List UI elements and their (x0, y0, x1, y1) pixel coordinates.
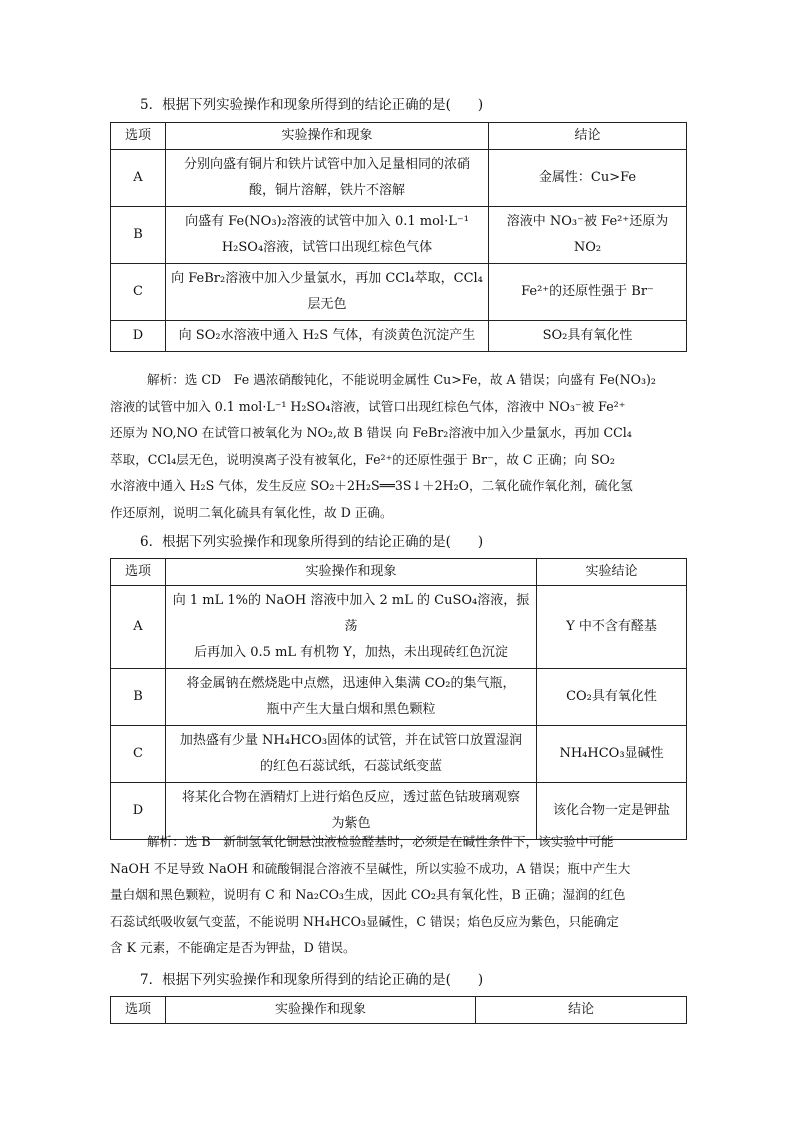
conclusion-cell: 溶液中 NO₃⁻被 Fe²⁺还原为 NO₂ (489, 207, 687, 264)
operation-cell: 向 SO₂水溶液中通入 H₂S 气体，有淡黄色沉淀产生 (166, 321, 489, 352)
operation-cell: 加热盛有少量 NH₄HCO₃固体的试管，并在试管口放置湿润 的红色石蕊试纸，石蕊试纸变蓝 (166, 726, 537, 783)
analysis-line: NaOH 不足导致 NaOH 和硫酸铜混合溶液不呈碱性，所以实验不成功，A 错误；瓶中产生大 (110, 860, 631, 876)
option-label: D (111, 783, 166, 840)
table-row (111, 586, 687, 669)
analysis-line: 溶液的试管中加入 0.1 mol·L⁻¹ H₂SO₄溶液，试管口出现红棕色气体，溶液中 NO₃⁻被 Fe²⁺ (110, 398, 626, 414)
analysis-line: 解析：选 CD Fe 遇浓硝酸钝化，不能说明金属性 Cu>Fe，故 A 错误；向盛有 Fe(NO₃)₂ (147, 372, 656, 387)
analysis-line: 作还原剂，说明二氧化硫具有氧化性，故 D 正确。 (110, 504, 393, 520)
table-header-row (111, 559, 687, 586)
operation-cell: 分别向盛有铜片和铁片试管中加入足量相同的浓硝 酸，铜片溶解，铁片不溶解 (166, 150, 489, 207)
table-row (111, 669, 687, 726)
operation-cell: 向 1 mL 1%的 NaOH 溶液中加入 2 mL 的 CuSO₄溶液，振荡 后再加入 0.5 mL 有机物 Y，加热，未出现砖红色沉淀 (166, 586, 537, 669)
header-option: 选项 (111, 997, 166, 1024)
table-row (111, 207, 687, 264)
header-conclusion: 结论 (489, 123, 687, 150)
conclusion-cell: CO₂具有氧化性 (537, 669, 687, 726)
question-6-title: 6．根据下列实验操作和现象所得到的结论正确的是( ) (140, 534, 484, 550)
conclusion-cell: Y 中不含有醛基 (537, 586, 687, 669)
conclusion-cell: SO₂具有氧化性 (489, 321, 687, 352)
question-7-table (110, 996, 687, 1024)
header-option: 选项 (111, 123, 166, 150)
option-label: A (111, 586, 166, 669)
option-label: B (111, 207, 166, 264)
analysis-line: 量白烟和黑色颗粒，说明有 C 和 Na₂CO₃生成，因此 CO₂具有氧化性，B 正确；湿润的红色 (110, 887, 626, 902)
operation-cell: 向 FeBr₂溶液中加入少量氯水，再加 CCl₄萃取，CCl₄ 层无色 (166, 264, 489, 321)
option-label: C (111, 264, 166, 321)
table-header-row (111, 123, 687, 150)
analysis-line: 水溶液中通入 H₂S 气体，发生反应 SO₂＋2H₂S══3S↓＋2H₂O，二氧化硫作氧化剂，硫化氢 (110, 478, 633, 493)
header-operation: 实验操作和现象 (166, 123, 489, 150)
operation-cell: 向盛有 Fe(NO₃)₂溶液的试管中加入 0.1 mol·L⁻¹ H₂SO₄溶液，试管口出现红棕色气体 (166, 207, 489, 264)
header-conclusion: 结论 (476, 997, 687, 1024)
header-conclusion: 实验结论 (537, 559, 687, 586)
analysis-line: 解析：选 B 新制氢氧化铜悬浊液检验醛基时，必须是在碱性条件下，该实验中可能 (147, 834, 614, 849)
conclusion-cell: 金属性：Cu>Fe (489, 150, 687, 207)
option-label: C (111, 726, 166, 783)
conclusion-cell: Fe²⁺的还原性强于 Br⁻ (489, 264, 687, 321)
header-option: 选项 (111, 559, 166, 586)
option-label: B (111, 669, 166, 726)
option-label: D (111, 321, 166, 352)
analysis-line: 石蕊试纸吸收氨气变蓝，不能说明 NH₄HCO₃显碱性，C 错误；焰色反应为紫色，只能确定 (110, 913, 619, 929)
question-6-table (110, 558, 687, 840)
question-5-table (110, 122, 687, 352)
table-row (111, 264, 687, 321)
table-row (111, 321, 687, 352)
analysis-line: 还原为 NO,NO 在试管口被氧化为 NO₂,故 B 错误 向 FeBr₂溶液中加入少量氯水，再加 CCl₄ (110, 425, 632, 440)
operation-cell: 将某化合物在酒精灯上进行焰色反应，透过蓝色钴玻璃观察 为紫色 (166, 783, 537, 840)
question-5-title: 5．根据下列实验操作和现象所得到的结论正确的是( ) (140, 97, 484, 113)
header-operation: 实验操作和现象 (166, 997, 476, 1024)
header-operation: 实验操作和现象 (166, 559, 537, 586)
question-5-analysis (110, 367, 684, 526)
analysis-line: 含 K 元素，不能确定是否为钾盐，D 错误。 (110, 940, 356, 955)
table-row (111, 150, 687, 207)
option-label: A (111, 150, 166, 207)
conclusion-cell: NH₄HCO₃显碱性 (537, 726, 687, 783)
conclusion-cell: 该化合物一定是钾盐 (537, 783, 687, 840)
operation-cell: 将金属钠在燃烧匙中点燃，迅速伸入集满 CO₂的集气瓶， 瓶中产生大量白烟和黑色颗粒 (166, 669, 537, 726)
question-7-title: 7．根据下列实验操作和现象所得到的结论正确的是( ) (140, 972, 484, 988)
question-6-analysis (110, 829, 684, 962)
analysis-line: 萃取，CCl₄层无色，说明溴离子没有被氧化，Fe²⁺的还原性强于 Br⁻，故 C 正确；向 SO₂ (110, 451, 615, 467)
table-header-row (111, 997, 687, 1024)
table-row (111, 726, 687, 783)
